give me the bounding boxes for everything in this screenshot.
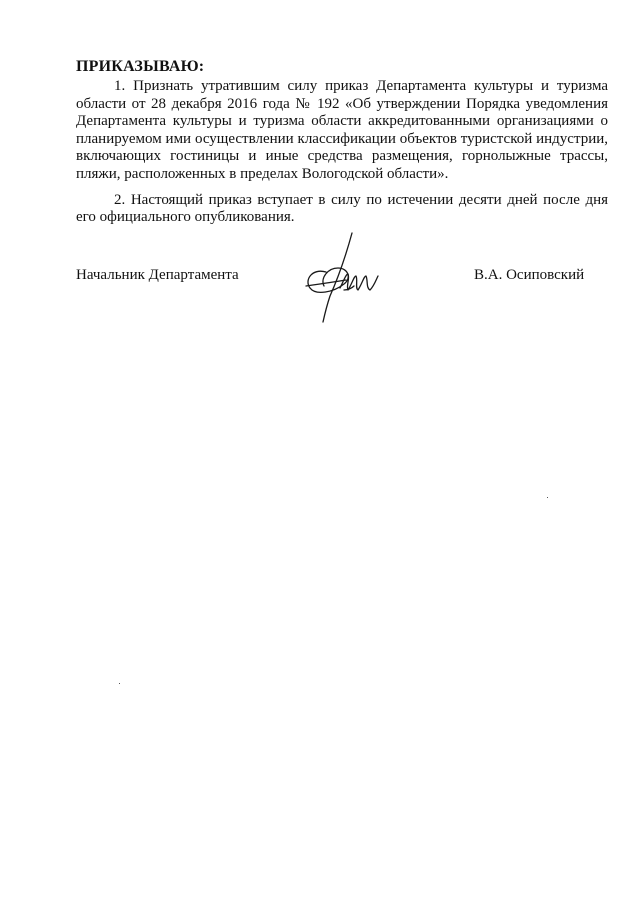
signer-name: В.А. Осиповский [474, 267, 585, 283]
scan-speck [547, 497, 548, 498]
order-heading: ПРИКАЗЫВАЮ: [76, 58, 205, 75]
signer-position: Начальник Департамента [76, 267, 239, 283]
scan-speck [119, 683, 120, 684]
order-item-1: 1. Признать утратившим силу приказ Департамента культуры и туризма области от 28 декабря 2016 года № 192 «Об утверждении Порядка уведомления Департамента культуры и туризма области аккредитованными организациями о планируемом ими осуществлении классификации объектов туристской индустрии, включающих гостиницы и иные средства размещения, горнолыжные трассы, пляжи, расположенных в пределах Вологодской области». [76, 78, 608, 182]
order-body [76, 78, 608, 227]
handwritten-signature [300, 230, 390, 325]
order-item-2: 2. Настоящий приказ вступает в силу по истечении десяти дней после дня его официального опубликования. [76, 191, 608, 226]
